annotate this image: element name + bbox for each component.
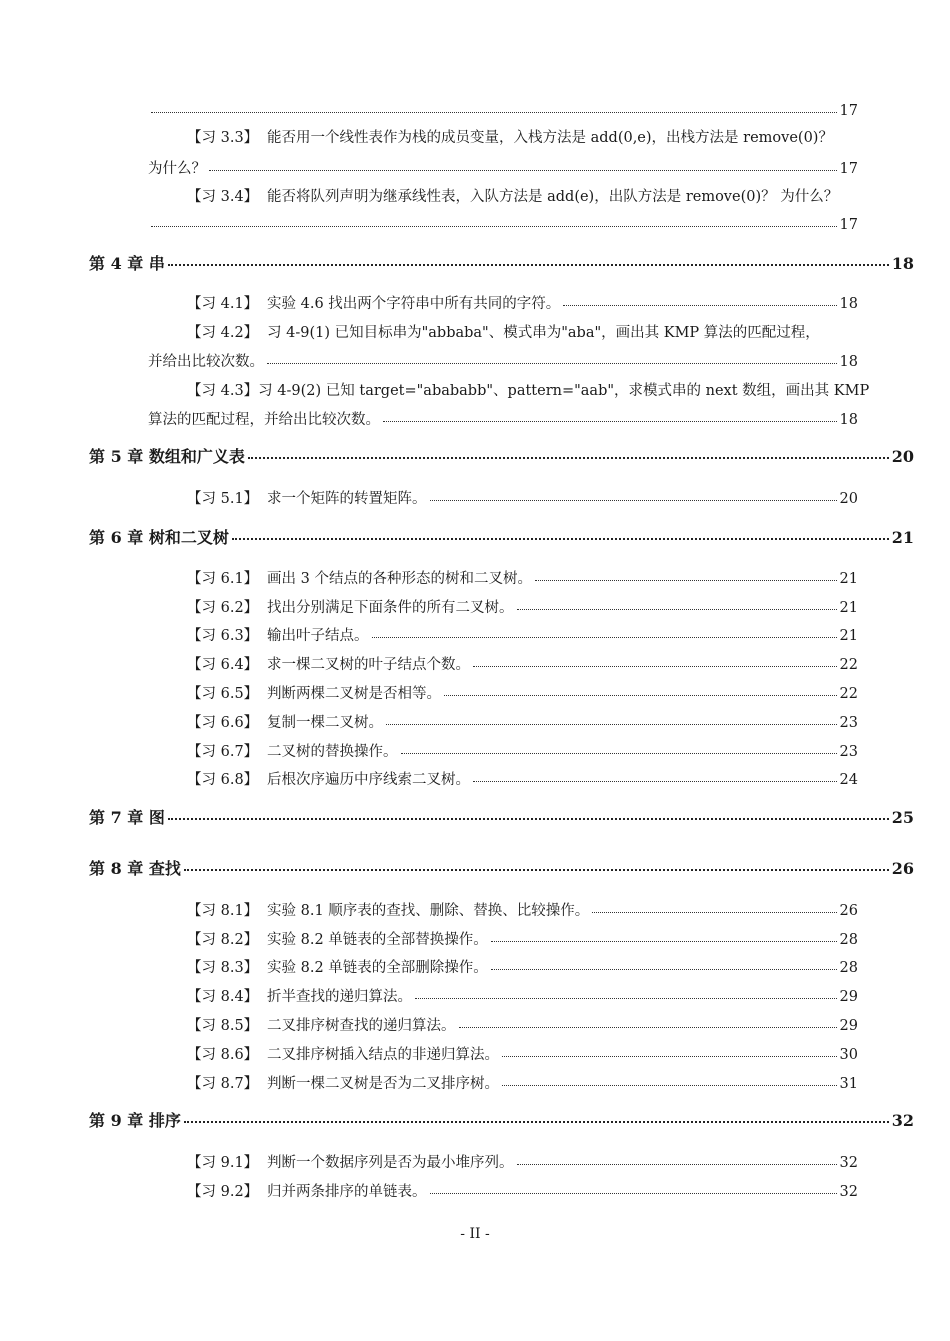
- dot-leader: [535, 569, 837, 584]
- exercise-title: 判断一棵二叉树是否为二叉排序树。: [267, 1076, 499, 1092]
- exercise-code: 【习 6.1】: [187, 571, 259, 587]
- dot-leader: [517, 598, 837, 613]
- dot-leader: [491, 930, 837, 945]
- dot-leader: [415, 987, 837, 1002]
- exercise-title: 能否用一个线性表作为栈的成员变量，入栈方法是 add(0,e)，出栈方法是 remove(0)？: [267, 130, 833, 146]
- dot-leader: [168, 807, 889, 823]
- toc-entry[interactable]: [187, 596, 858, 617]
- chapter-title: 第 8 章 查找: [89, 859, 181, 878]
- toc-entry[interactable]: [187, 1151, 858, 1172]
- dot-leader: [459, 1016, 837, 1031]
- exercise-code: 【习 6.5】: [187, 686, 259, 702]
- toc-entry[interactable]: [187, 126, 858, 147]
- chapter-title: 第 4 章 串: [89, 254, 165, 273]
- exercise-code: 【习 3.3】: [187, 130, 259, 146]
- toc-entry[interactable]: [148, 408, 858, 429]
- page-number: 17: [839, 161, 858, 177]
- exercise-code: 【习 8.1】: [187, 903, 259, 919]
- page-number: 29: [839, 989, 858, 1005]
- exercise-title: 能否将队列声明为继承线性表，入队方法是 add(e)，出队方法是 remove(0)？ 为什么？: [267, 189, 839, 205]
- page-number: 22: [839, 686, 858, 702]
- dot-leader: [430, 489, 837, 504]
- page-number: 18: [839, 354, 858, 370]
- page-number: 28: [839, 932, 858, 948]
- page-number: 21: [839, 600, 858, 616]
- exercise-title: 实验 8.1 顺序表的查找、删除、替换、比较操作。: [267, 903, 590, 919]
- toc-entry[interactable]: [187, 1043, 858, 1064]
- page-footer-number: - II -: [460, 1226, 490, 1242]
- chapter-title: 第 9 章 排序: [89, 1111, 181, 1130]
- exercise-code: 【习 6.6】: [187, 715, 259, 731]
- toc-entry[interactable]: [187, 1180, 858, 1201]
- page-number: 31: [839, 1076, 858, 1092]
- toc-entry[interactable]: [187, 321, 858, 342]
- exercise-title: 求一棵二叉树的叶子结点个数。: [267, 657, 470, 673]
- page-number: 32: [891, 1111, 914, 1130]
- exercise-title-continued: 为什么？: [148, 161, 206, 177]
- page-number: 32: [839, 1184, 858, 1200]
- dot-leader: [563, 294, 836, 309]
- toc-entry[interactable]: [187, 985, 858, 1006]
- toc-entry[interactable]: [187, 567, 858, 588]
- exercise-code: 【习 3.4】: [187, 189, 259, 205]
- page-number: 20: [891, 447, 914, 466]
- page-number: 21: [891, 528, 914, 547]
- toc-entry[interactable]: [187, 653, 858, 674]
- exercise-code: 【习 4.3】: [187, 383, 259, 399]
- exercise-code: 【习 4.1】: [187, 296, 259, 312]
- exercise-title: 归并两条排序的单链表。: [267, 1184, 427, 1200]
- toc-entry[interactable]: [148, 214, 858, 233]
- page-number: 25: [891, 808, 914, 827]
- page-number: 21: [839, 571, 858, 587]
- exercise-code: 【习 8.4】: [187, 989, 259, 1005]
- page-number: 18: [891, 254, 914, 273]
- dot-leader: [184, 858, 889, 874]
- exercise-title: 复制一棵二叉树。: [267, 715, 383, 731]
- dot-leader: [592, 901, 836, 916]
- dot-leader: [430, 1182, 837, 1197]
- dot-leader: [473, 655, 837, 670]
- dot-leader: [248, 446, 889, 462]
- exercise-code: 【习 6.2】: [187, 600, 259, 616]
- exercise-title: 二叉排序树插入结点的非递归算法。: [267, 1047, 499, 1063]
- exercise-code: 【习 5.1】: [187, 491, 259, 507]
- dot-leader: [209, 159, 837, 174]
- chapter-title: 第 7 章 图: [89, 808, 165, 827]
- page-number: 30: [839, 1047, 858, 1063]
- toc-entry[interactable]: [148, 350, 858, 371]
- exercise-title: 折半查找的递归算法。: [267, 989, 412, 1005]
- dot-leader: [517, 1153, 837, 1168]
- chapter-title: 第 5 章 数组和广义表: [89, 447, 245, 466]
- dot-leader: [444, 684, 837, 699]
- exercise-title: 画出 3 个结点的各种形态的树和二叉树。: [267, 571, 532, 587]
- exercise-code: 【习 8.6】: [187, 1047, 259, 1063]
- exercise-title: 后根次序遍历中序线索二叉树。: [267, 772, 470, 788]
- exercise-title: 实验 4.6 找出两个字符串中所有共同的字符。: [267, 296, 561, 312]
- page-number: 32: [839, 1155, 858, 1171]
- toc-entry[interactable]: [187, 379, 870, 400]
- exercise-code: 【习 4.2】: [187, 325, 259, 341]
- chapter-entry[interactable]: [89, 444, 914, 467]
- chapter-entry[interactable]: [89, 856, 914, 879]
- toc-entry[interactable]: [187, 487, 858, 508]
- toc-entry[interactable]: [187, 899, 858, 920]
- toc-entry[interactable]: [148, 100, 858, 119]
- chapter-entry[interactable]: [89, 251, 914, 274]
- exercise-code: 【习 8.3】: [187, 960, 259, 976]
- page-number: 22: [839, 657, 858, 673]
- exercise-title: 二叉树的替换操作。: [267, 744, 398, 760]
- exercise-title: 求一个矩阵的转置矩阵。: [267, 491, 427, 507]
- exercise-code: 【习 8.2】: [187, 932, 259, 948]
- toc-entry[interactable]: [187, 682, 858, 703]
- chapter-title: 第 6 章 树和二叉树: [89, 528, 229, 547]
- exercise-code: 【习 8.5】: [187, 1018, 259, 1034]
- exercise-title: 找出分别满足下面条件的所有二叉树。: [267, 600, 514, 616]
- chapter-entry[interactable]: [89, 805, 914, 828]
- exercise-title: 二叉排序树查找的递归算法。: [267, 1018, 456, 1034]
- exercise-code: 【习 6.7】: [187, 744, 259, 760]
- exercise-title: 输出叶子结点。: [267, 628, 369, 644]
- toc-entry[interactable]: [187, 624, 858, 645]
- dot-leader: [151, 100, 837, 115]
- dot-leader: [232, 527, 889, 543]
- dot-leader: [502, 1045, 837, 1060]
- page-number: 29: [839, 1018, 858, 1034]
- toc-entry[interactable]: [187, 1072, 858, 1093]
- toc-entry[interactable]: [187, 928, 858, 949]
- chapter-entry[interactable]: [89, 1108, 914, 1131]
- dot-leader: [267, 352, 837, 367]
- page-number: 21: [839, 628, 858, 644]
- toc-entry[interactable]: [187, 1014, 858, 1035]
- page-number: 23: [839, 715, 858, 731]
- exercise-code: 【习 6.8】: [187, 772, 259, 788]
- toc-entry[interactable]: [187, 711, 858, 732]
- page-number: 23: [839, 744, 858, 760]
- exercise-title: 实验 8.2 单链表的全部替换操作。: [267, 932, 488, 948]
- toc-entry[interactable]: [187, 956, 858, 977]
- dot-leader: [386, 713, 837, 728]
- page-number: 26: [891, 859, 914, 878]
- dot-leader: [168, 253, 889, 269]
- toc-entry[interactable]: [148, 157, 858, 178]
- exercise-code: 【习 6.4】: [187, 657, 259, 673]
- exercise-code: 【习 9.1】: [187, 1155, 259, 1171]
- exercise-code: 【习 6.3】: [187, 628, 259, 644]
- exercise-title: 判断两棵二叉树是否相等。: [267, 686, 441, 702]
- exercise-title: 习 4-9(1) 已知目标串为"abbaba"、模式串为"aba"，画出其 KMP 算法的匹配过程，: [267, 325, 820, 341]
- dot-leader: [151, 214, 837, 229]
- chapter-entry[interactable]: [89, 525, 914, 548]
- dot-leader: [401, 742, 837, 757]
- page-number: 28: [839, 960, 858, 976]
- page-number: 26: [839, 903, 858, 919]
- dot-leader: [372, 626, 837, 641]
- exercise-title: 判断一个数据序列是否为最小堆序列。: [267, 1155, 514, 1171]
- page-number: 18: [839, 412, 858, 428]
- page-number: 20: [839, 491, 858, 507]
- exercise-code: 【习 9.2】: [187, 1184, 259, 1200]
- exercise-title-continued: 并给出比较次数。: [148, 354, 264, 370]
- page-number: 17: [839, 102, 858, 119]
- exercise-code: 【习 8.7】: [187, 1076, 259, 1092]
- exercise-title: 实验 8.2 单链表的全部删除操作。: [267, 960, 488, 976]
- toc-entry[interactable]: [187, 185, 858, 206]
- exercise-title: 习 4-9(2) 已知 target="abababb"、pattern="aab"，求模式串的 next 数组，画出其 KMP: [258, 383, 870, 399]
- dot-leader: [502, 1074, 837, 1089]
- toc-entry[interactable]: [187, 740, 858, 761]
- page-number: 24: [839, 772, 858, 788]
- exercise-title-continued: 算法的匹配过程，并给出比较次数。: [148, 412, 380, 428]
- dot-leader: [473, 770, 837, 785]
- toc-entry[interactable]: [187, 768, 858, 789]
- dot-leader: [491, 958, 837, 973]
- page-number: 18: [839, 296, 858, 312]
- dot-leader: [383, 410, 837, 425]
- page-number: 17: [839, 216, 858, 233]
- dot-leader: [184, 1110, 889, 1126]
- toc-entry[interactable]: [187, 292, 858, 313]
